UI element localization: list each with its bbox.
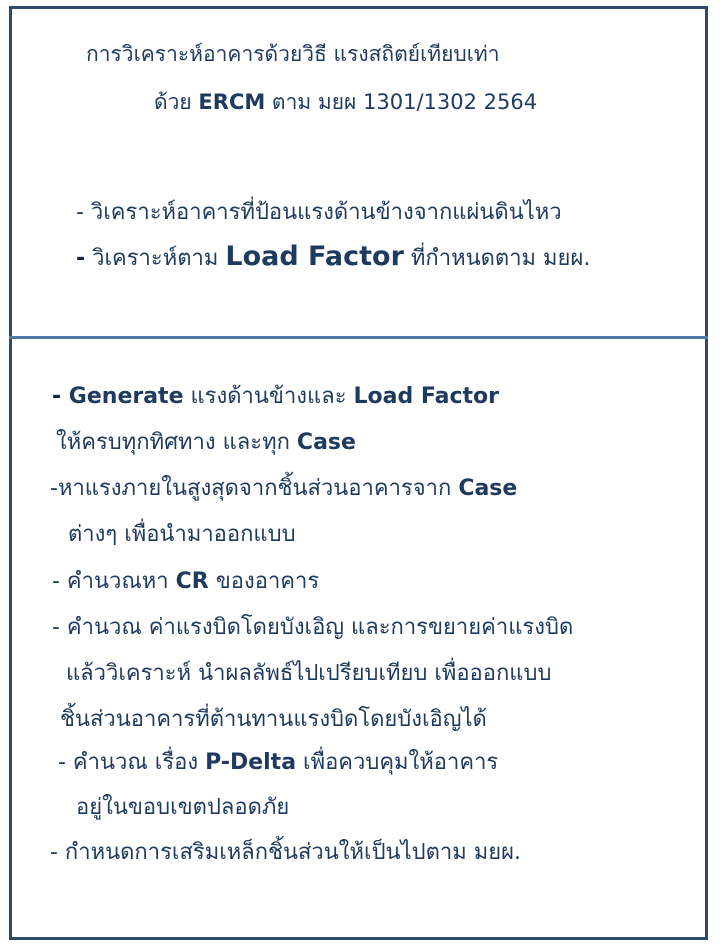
summary-item-1: - วิเคราะห์อาคารที่ป้อนแรงด้านข้างจากแผ่นดินไหว — [76, 200, 562, 225]
summary-item-2: - วิเคราะห์ตาม Load Factor ที่กำหนดตาม มยผ. — [76, 241, 591, 272]
step-6: - กำหนดการเสริมเหล็กชิ้นส่วนให้เป็นไปตาม มยผ. — [50, 840, 522, 865]
step-1-line-1: - Generate แรงด้านข้างและ Load Factor — [52, 384, 500, 409]
section-divider — [9, 336, 708, 339]
step-3: - คำนวณหา CR ของอาคาร — [52, 569, 320, 594]
step-2-line-1: -หาแรงภายในสูงสุดจากชิ้นส่วนอาคารจาก Case — [50, 476, 518, 501]
load-factor-text: Load Factor — [225, 241, 404, 272]
ercm-text: ERCM — [198, 90, 266, 114]
step-4-line-1: - คำนวณ ค่าแรงบิดโดยบังเอิญ และการขยายค่าแรงบิด — [52, 615, 574, 640]
title-line-1: การวิเคราะห์อาคารด้วยวิธี แรงสถิตย์เทียบเท่า — [86, 42, 500, 66]
title-line-2: ด้วย ERCM ตาม มยผ 1301/1302 2564 — [154, 90, 538, 114]
step-5-line-1: - คำนวณ เรื่อง P-Delta เพื่อควบคุมให้อาคาร — [58, 750, 499, 775]
step-4-line-3: ชิ้นส่วนอาคารที่ต้านทานแรงบิดโดยบังเอิญได้ — [60, 707, 487, 732]
step-2-line-2: ต่างๆ เพื่อนำมาออกแบบ — [68, 522, 296, 547]
step-1-line-2: ให้ครบทุกทิศทาง และทุก Case — [56, 430, 356, 455]
step-5-line-2: อยู่ในขอบเขตปลอดภัย — [76, 795, 290, 820]
step-4-line-2: แล้ววิเคราะห์ นำผลลัพธ์ไปเปรียบเทียบ เพื่อออกแบบ — [66, 661, 552, 686]
